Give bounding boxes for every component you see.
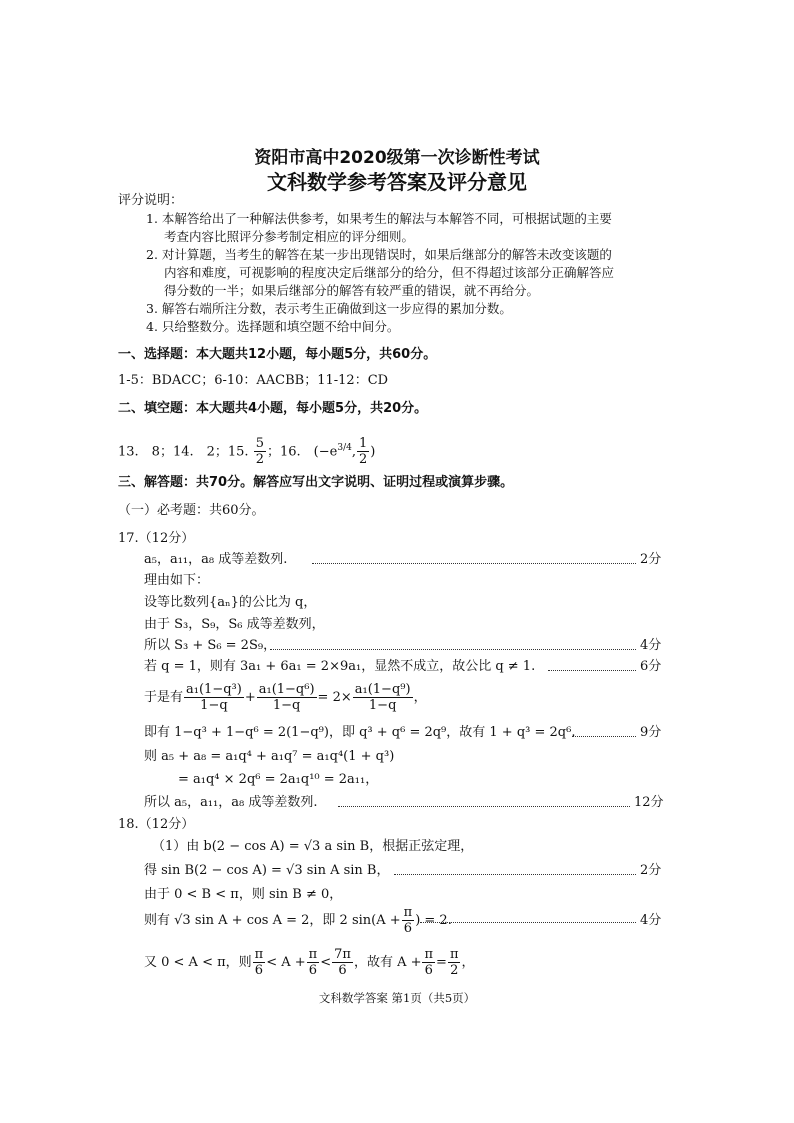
q17-line-conclusion: a₅，a₁₁，a₈ 成等差数列. [144,552,288,567]
fill-answers-13-15: 13. 8；14. 2；15. [118,444,249,460]
section-choice-heading: 一、选择题：本大题共12小题，每小题5分，共60分。 [118,347,437,362]
q18-fraction-pi6: $\frac{\pi}{6}$ [403,905,413,936]
q17-line-arith: 由于 S₃，S₉，S₆ 成等差数列， [144,617,325,632]
grading-notes-heading: 评分说明： [118,193,184,208]
q18-fraction-7pi6: $\frac{7\pi}{6}$ [334,947,351,978]
q17-fraction-1: $\frac{\text{a₁(1−q³)}}{1-q}$ [186,682,242,713]
q18-fraction-pi6-c: $\frac{\pi}{6}$ [424,947,434,978]
q17-line-fraction-eq: 于是有 $\frac{\text{a₁(1−q³)}}{1-q}$ + $\frac{\text{a₁(1−q⁶)}}{1-q}$ = 2× $\frac{\text{a₁(1−q⁹)}}{1-q}$ ， [144,682,427,713]
q17-line-a5a8: 则 a₅ + a₈ = a₁q⁴ + a₁q⁷ = a₁q⁴(1 + q³) [144,749,395,764]
choice-answers: 1-5：BDACC；6-10：AACBB；11-12：CD [118,373,389,388]
q18-fraction-pi6-b: $\frac{\pi}{6}$ [308,947,318,978]
q17-line-a11: = a₁q⁴ × 2q⁶ = 2a₁q¹⁰ = 2a₁₁， [178,772,379,787]
q18-score-2: 2分 [640,863,662,878]
q17-line-sum: 所以 S₃ + S₆ = 2S₉， [144,638,277,653]
section-fill-heading: 二、填空题：本大题共4小题，每小题5分，共20分。 [118,401,428,416]
q17-score-12: 12分 [634,795,664,810]
grading-note-1: 1. 本解答给出了一种解法供参考，如果考生的解法与本解答不同，可根据试题的主要 [146,211,612,226]
q18-fraction-pi6-a: $\frac{\pi}{6}$ [254,947,264,978]
q17-line-q1: 若 q = 1，则有 3a₁ + 6a₁ = 2×9a₁，显然不成立，故公比 q ≠ 1. [144,659,536,674]
required-questions-heading: （一）必考题：共60分。 [118,503,265,518]
score-leader [572,735,636,737]
grading-note-3: 3. 解答右端所注分数，表示考生正确做到这一步应得的累加分数。 [146,301,512,316]
q18-label: 18.（12分） [118,817,195,832]
q17-fraction-2: $\frac{\text{a₁(1−q⁶)}}{1-q}$ [258,682,315,713]
answer-16-prefix: ；16. (−e [267,444,338,460]
answer-15-fraction: $\frac{5}{2}$ [255,436,264,468]
q18-line-sinB: 由于 0 < B < π，则 sin B ≠ 0， [144,887,343,902]
grading-note-2-cont: 内容和难度，可视影响的程度决定后继部分的给分，但不得超过该部分正确解答应 [164,265,615,280]
score-leader [312,562,636,564]
q18-line-range: 又 0 < A < π，则 $\frac{\pi}{6}$ < A + $\frac{\pi}{6}$ < $\frac{7\pi}{6}$ ，故有 A + $\frac{\pi}{6}$ = $\frac{\pi}{2}$ ， [144,947,475,978]
score-leader [394,873,636,875]
q17-score-4: 4分 [640,638,662,653]
answer-16-fraction: $\frac{1}{2}$ [358,436,368,468]
q17-label: 17.（12分） [118,531,195,546]
grading-note-4: 4. 只给整数分。选择题和填空题不给中间分。 [146,319,400,334]
q17-line-simplify: 即有 1−q³ + 1−q⁶ = 2(1−q⁹)，即 q³ + q⁶ = 2q⁹，故有 1 + q³ = 2q⁶. [144,725,576,740]
q18-line-part1: （1）由 b(2 − cos A) = √3 a sin B，根据正弦定理， [152,839,474,854]
q18-line-sine-law: 得 sin B(2 − cos A) = √3 sin A sin B， [144,863,390,878]
q17-line-ratio: 设等比数列{aₙ}的公比为 q， [144,595,317,610]
exam-title: 资阳市高中2020级第一次诊断性考试 [254,148,540,168]
q17-fraction-3: $\frac{\text{a₁(1−q⁹)}}{1-q}$ [354,682,411,713]
grading-note-2: 2. 对计算题，当考生的解答在某一步出现错误时，如果后继部分的解答未改变该题的 [146,247,612,262]
q17-score-9: 9分 [640,725,662,740]
score-leader [548,669,636,671]
fill-answers: 13. 8；14. 2；15. $\frac{5}{2}$ ；16. ($-e^{3/4}$, $\frac{1}{2}$ ) [118,436,376,468]
score-leader [270,648,636,650]
score-leader [338,805,630,807]
q17-line-final: 所以 a₅，a₁₁，a₈ 成等差数列. [144,795,318,810]
grading-note-1-cont: 考查内容比照评分参考制定相应的评分细则。 [164,229,415,244]
q18-score-4: 4分 [640,913,662,928]
q17-score-2: 2分 [640,552,662,567]
section-solution-heading: 三、解答题：共70分。解答应写出文字说明、证明过程或演算步骤。 [118,475,514,490]
answer-16-exponent: 3/4 [337,443,352,453]
q18-fraction-pi2: $\frac{\pi}{2}$ [449,947,459,978]
page-footer: 文科数学答案 第1页（共5页） [318,991,476,1005]
q17-score-6: 6分 [640,659,662,674]
q17-line-reason: 理由如下： [144,573,210,588]
document-subtitle: 文科数学参考答案及评分意见 [267,170,527,194]
score-leader [420,921,636,923]
q18-line-combine: 则有 √3 sin A + cos A = 2，即 2 sin(A + $\frac{\pi}{6}$ ) = 2. [144,905,452,936]
grading-note-2-cont2: 得分数的一半；如果后继部分的解答有较严重的错误，就不再给分。 [164,283,540,298]
